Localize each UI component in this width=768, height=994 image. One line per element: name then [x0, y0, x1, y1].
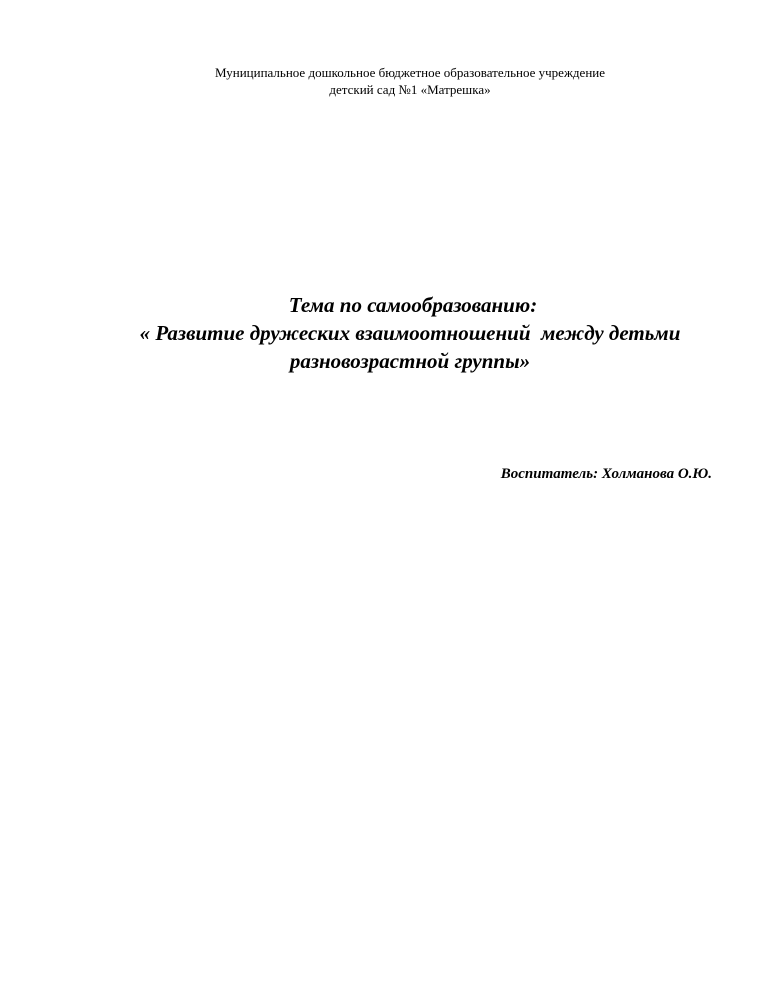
topic-heading: Тема по самообразованию: [288, 293, 538, 317]
kindergarten-name: детский сад №1 «Матрешка» [329, 82, 491, 97]
teacher-name: Воспитатель: Холманова О.Ю. [500, 466, 712, 482]
topic-title-line-1: « Развитие дружеских взаимоотношений между детьми [139, 321, 681, 345]
institution-name: Муниципальное дошкольное бюджетное образовательное учреждение [215, 65, 605, 80]
institution-header [0, 64, 768, 98]
self-education-topic [0, 291, 768, 375]
topic-title-line-2: разновозрастной группы» [289, 349, 531, 373]
